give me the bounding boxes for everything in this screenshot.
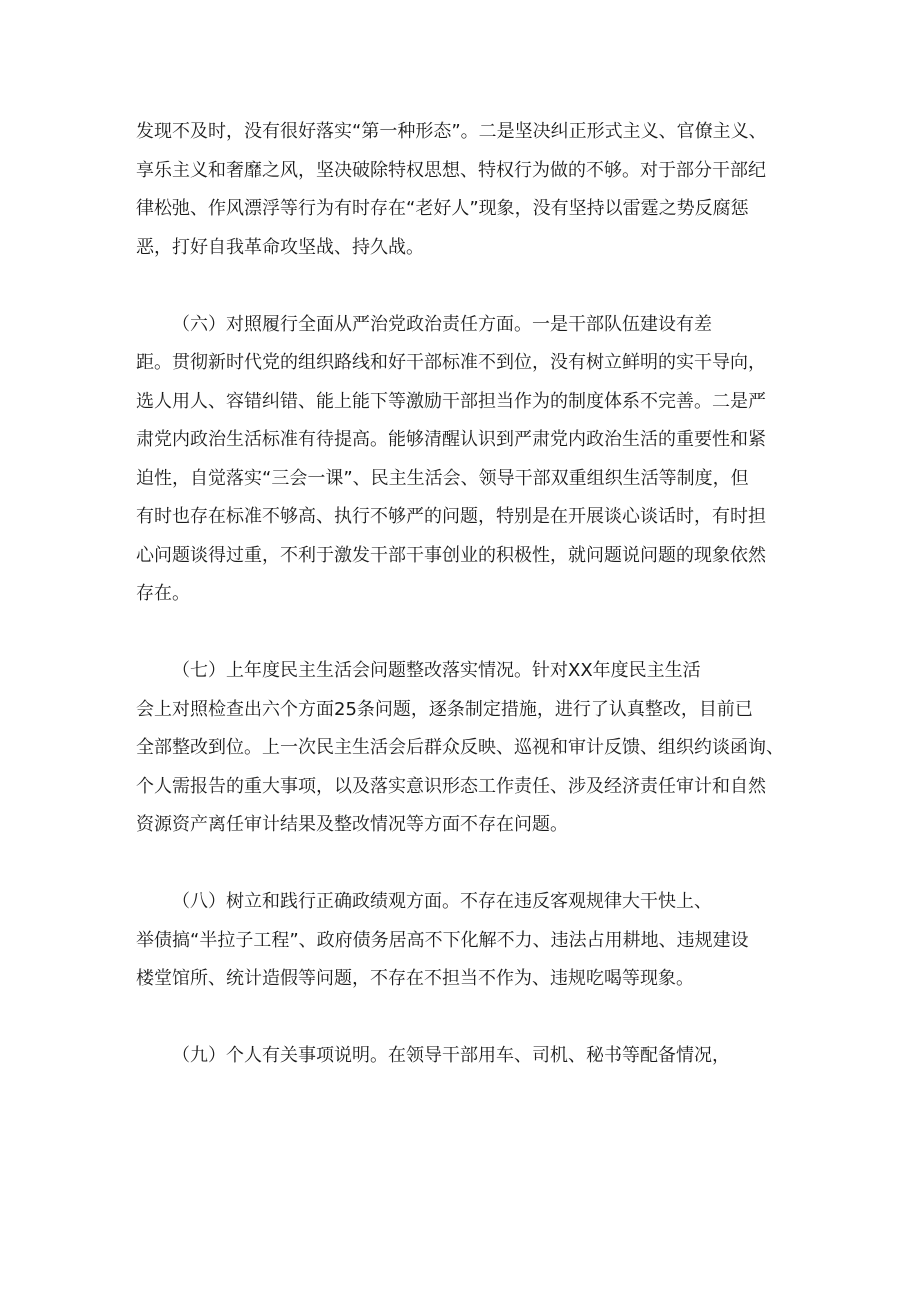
text-line: 恶，打好自我革命攻坚战、持久战。 — [136, 236, 424, 258]
text-line: （六）对照履行全面从严治党政治责任方面。一是干部队伍建设有差 — [172, 313, 712, 335]
paragraph-continuation — [136, 113, 786, 267]
text-line: 个人需报告的重大事项，以及落实意识形态工作责任、涉及经济责任审计和自然 — [136, 775, 766, 797]
text-line: 举债搞“半拉子工程”、政府债务居高不下化解不力、违法占用耕地、违规建设 — [136, 929, 749, 951]
paragraph-section-8 — [136, 883, 786, 999]
text-line: 律松弛、作风漂浮等行为有时存在“老好人”现象，没有坚持以雷霆之势反腐惩 — [136, 198, 749, 219]
text-line: 肃党内政治生活标准有待提高。能够清醒认识到严肃党内政治生活的重要性和紧 — [136, 429, 766, 450]
text-line: 资源资产离任审计结果及整改情况等方面不存在问题。 — [136, 814, 568, 835]
text-line: 有时也存在标准不够高、执行不够严的问题，特别是在开展谈心谈话时，有时担 — [136, 506, 766, 527]
text-line: 距。贯彻新时代党的组织路线和好干部标准不到位，没有树立鲜明的实干导向， — [136, 352, 766, 373]
text-line: 全部整改到位。上一次民主生活会后群众反映、巡视和审计反馈、组织约谈函询、 — [136, 737, 784, 758]
text-line: 存在。 — [136, 583, 190, 604]
text-line: 心问题谈得过重，不利于激发干部干事创业的积极性，就问题说问题的现象依然 — [136, 544, 766, 566]
text-line: （九）个人有关事项说明。在领导干部用车、司机、秘书等配备情况， — [172, 1045, 730, 1066]
paragraph-section-9 — [136, 1037, 786, 1076]
paragraph-section-6 — [136, 306, 786, 614]
text-line: 选人用人、容错纠错、能上能下等激励干部担当作为的制度体系不完善。二是严 — [136, 390, 766, 412]
text-line: 享乐主义和奢靡之风，坚决破除特权思想、特权行为做的不够。对于部分干部纪 — [136, 159, 766, 181]
text-line: 迫性，自觉落实“三会一课”、民主生活会、领导干部双重组织生活等制度，但 — [136, 467, 749, 489]
text-line: 会上对照检查出六个方面25条问题，逐条制定措施，进行了认真整改，目前已 — [136, 698, 753, 720]
text-line: （七）上年度民主生活会问题整改落实情况。针对XX年度民主生活 — [172, 660, 701, 681]
text-line: 发现不及时，没有很好落实“第一种形态”。二是坚决纠正形式主义、官僚主义、 — [136, 121, 767, 142]
text-line: 楼堂馆所、统计造假等问题，不存在不担当不作为、违规吃喝等现象。 — [136, 968, 694, 989]
document-body — [136, 113, 786, 1076]
paragraph-section-7 — [136, 652, 786, 845]
text-line: （八）树立和践行正确政绩观方面。不存在违反客观规律大干快上、 — [172, 891, 712, 912]
